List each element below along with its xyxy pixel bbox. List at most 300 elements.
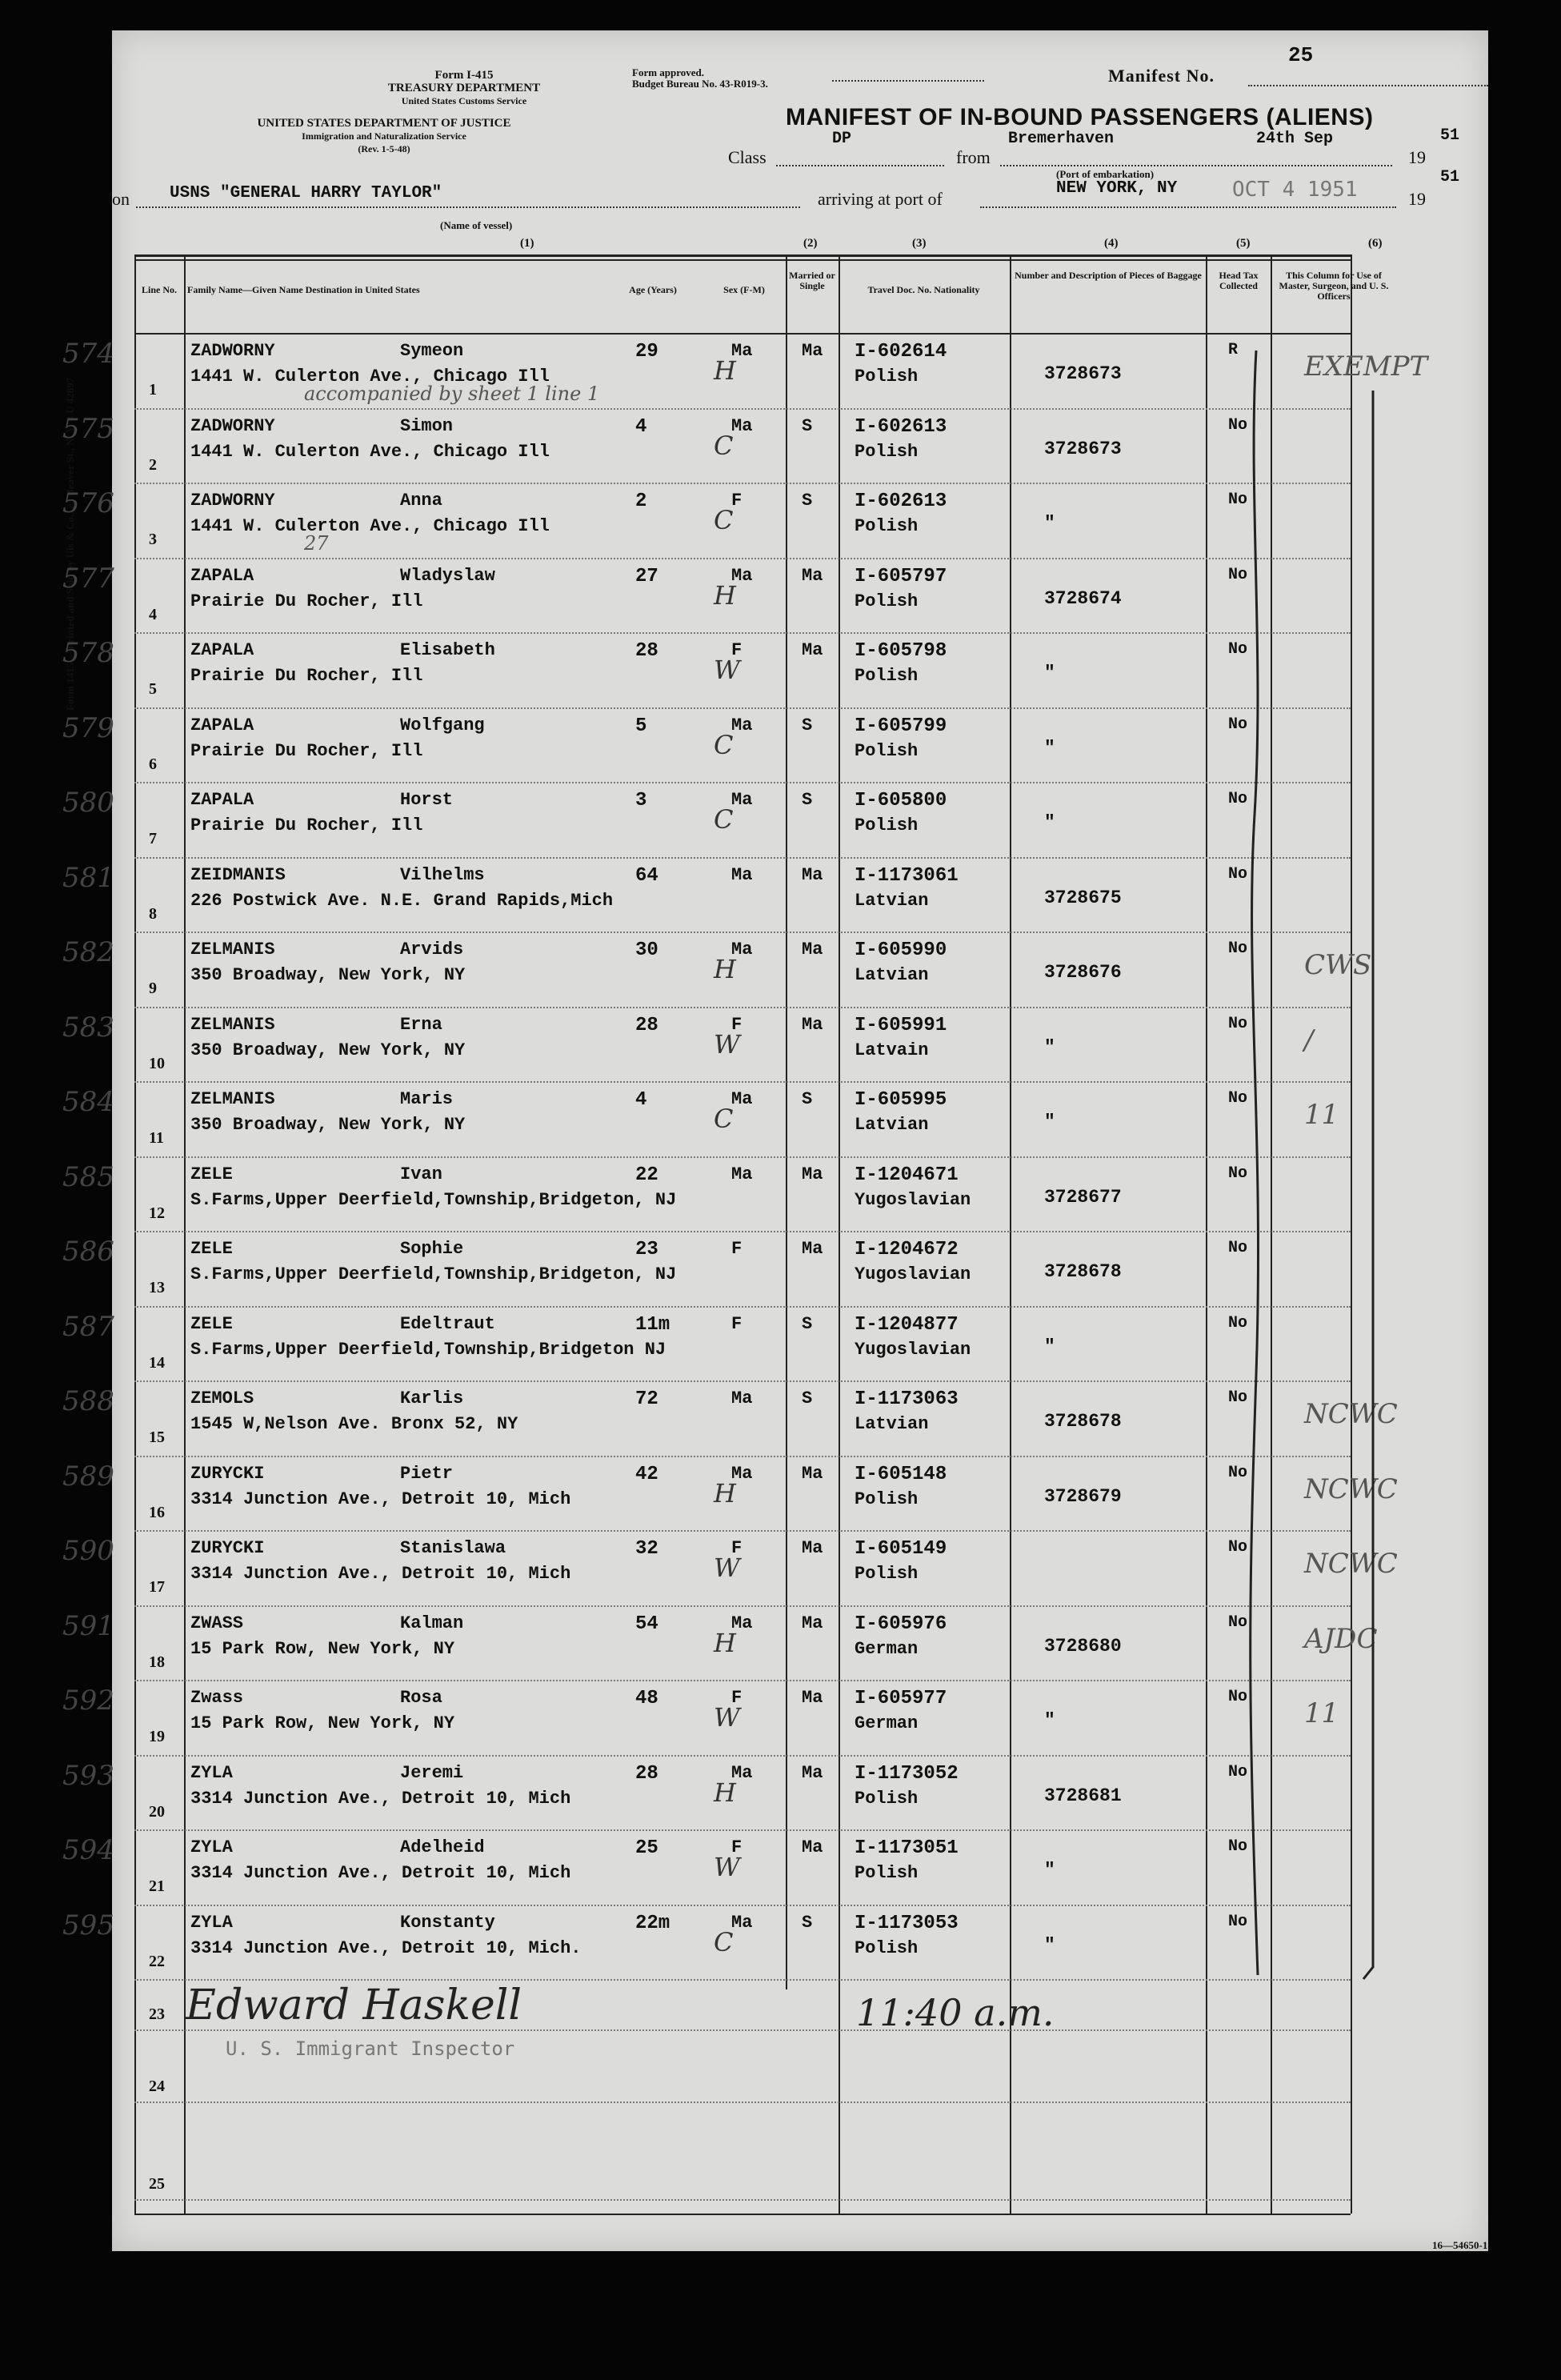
head-tax: No	[1228, 1014, 1248, 1033]
destination: 15 Park Row, New York, NY	[190, 1713, 455, 1733]
line-number: 13	[149, 1279, 165, 1296]
line-number: 16	[149, 1503, 165, 1521]
head-tax: No	[1228, 491, 1248, 509]
sex: F	[731, 1538, 742, 1558]
table-row	[134, 782, 1351, 783]
on-label: on	[112, 189, 130, 209]
sex: Ma	[731, 565, 753, 586]
travel-doc-no: I-1173053	[855, 1912, 959, 1934]
head-tax: No	[1228, 790, 1248, 808]
col-number-2: (2)	[803, 237, 818, 250]
destination: S.Farms,Upper Deerfield,Township,Bridgeton, NJ	[190, 1264, 677, 1284]
age: 42	[635, 1463, 658, 1485]
marital-status: S	[802, 1313, 813, 1334]
nationality: Polish	[855, 441, 919, 462]
baggage: 3728678	[1044, 1261, 1122, 1282]
baggage: "	[1044, 1336, 1055, 1357]
given-name: Ivan	[400, 1164, 442, 1184]
row-reference-number: 583	[62, 1011, 114, 1044]
surname: ZYLA	[190, 1837, 233, 1857]
travel-doc-no: I-605991	[855, 1014, 947, 1036]
table-row	[134, 1605, 1351, 1607]
line-number: 12	[149, 1204, 165, 1222]
justice-label: UNITED STATES DEPARTMENT OF JUSTICE	[257, 117, 511, 130]
sex: Ma	[731, 1164, 753, 1184]
row-reference-number: 582	[62, 936, 114, 968]
baggage: "	[1044, 1112, 1055, 1132]
marital-status: Ma	[802, 1762, 823, 1783]
line-number: 20	[149, 1802, 165, 1821]
sex: Ma	[731, 864, 753, 885]
family-mark: W	[714, 655, 740, 685]
baggage: 3728673	[1044, 363, 1122, 384]
row-reference-number: 576	[62, 487, 114, 519]
column-rule	[1010, 254, 1011, 2214]
side-printer-text: Form 1415 —Printed and Sold by Uis & Co., 23 Beaver St., N. Y. 4 U 42897	[64, 377, 76, 711]
line-number: 3	[149, 531, 157, 548]
row-reference-number: 577	[62, 562, 114, 595]
nationality: Latvian	[855, 1414, 929, 1434]
surname: ZADWORNY	[190, 341, 275, 361]
age: 11m	[635, 1313, 670, 1336]
age: 29	[635, 341, 658, 363]
family-mark: W	[714, 1702, 740, 1733]
surname: ZAPALA	[190, 565, 254, 586]
column-rule	[134, 254, 136, 2214]
age: 48	[635, 1688, 658, 1709]
age: 28	[635, 1014, 658, 1036]
row-reference-number: 585	[62, 1160, 114, 1193]
manifest-table	[112, 30, 1488, 2251]
given-name: Symeon	[400, 341, 464, 361]
age: 3	[635, 790, 647, 811]
handwritten-note: accompanied by sheet 1 line 1	[304, 383, 600, 405]
departure-date: 24th Sep	[1256, 130, 1334, 148]
header-travel-doc: Travel Doc. No. Nationality	[867, 284, 980, 295]
baggage: "	[1044, 1934, 1055, 1956]
table-header-rule	[134, 333, 1351, 335]
surname: ZELMANIS	[190, 1089, 275, 1109]
head-tax: No	[1228, 1762, 1248, 1781]
travel-doc-no: I-1173052	[855, 1762, 959, 1785]
line-number: 25	[149, 2175, 165, 2193]
family-mark: H	[714, 1627, 736, 1658]
travel-doc-no: I-1173061	[855, 864, 959, 887]
baggage: "	[1044, 1036, 1055, 1058]
remarks: NCWC	[1304, 1548, 1398, 1580]
family-mark: W	[714, 1852, 740, 1882]
table-top-rule	[134, 254, 1351, 257]
head-tax: No	[1228, 1837, 1248, 1856]
baggage: "	[1044, 663, 1055, 683]
row-reference-number: 578	[62, 637, 114, 669]
head-tax: No	[1228, 1912, 1248, 1931]
nationality: Polish	[855, 1489, 919, 1509]
row-reference-number: 592	[62, 1685, 114, 1717]
revision-label: (Rev. 1-5-48)	[358, 143, 410, 154]
vessel-name: USNS "GENERAL HARRY TAYLOR"	[170, 184, 442, 202]
baggage: "	[1044, 1710, 1055, 1731]
marital-status: Ma	[802, 940, 823, 960]
head-tax: No	[1228, 415, 1248, 435]
table-row	[134, 1755, 1351, 1757]
age: 23	[635, 1239, 658, 1260]
remarks: NCWC	[1304, 1398, 1398, 1430]
destination: S.Farms,Upper Deerfield,Township,Bridgeton NJ	[190, 1339, 666, 1360]
table-row	[134, 857, 1351, 859]
col-number-5: (5)	[1236, 237, 1251, 250]
manifest-no-label: Manifest No.	[1108, 66, 1215, 86]
destination: 350 Broadway, New York, NY	[190, 1115, 466, 1135]
form-number: Form I-415	[434, 69, 494, 82]
header-sex: Sex (F-M)	[723, 284, 765, 295]
surname: ZADWORNY	[190, 491, 275, 511]
nationality: Yugoslavian	[855, 1189, 971, 1210]
head-tax: No	[1228, 1538, 1248, 1557]
row-reference-number: 593	[62, 1759, 114, 1792]
from-label: from	[956, 147, 991, 167]
marital-status: S	[802, 1089, 813, 1109]
header-head-tax: Head Tax Collected	[1219, 270, 1259, 291]
surname: Zwass	[190, 1688, 244, 1708]
destination: Prairie Du Rocher, Ill	[190, 666, 423, 686]
col-number-3: (3)	[912, 237, 927, 250]
head-tax: No	[1228, 1388, 1248, 1407]
nationality: Latvian	[855, 1115, 929, 1135]
nationality: Polish	[855, 1937, 919, 1958]
given-name: Konstanty	[400, 1912, 495, 1933]
col-number-6: (6)	[1368, 237, 1383, 250]
arrival-date-stamp: OCT 4 1951	[1232, 178, 1358, 202]
remarks: 11	[1304, 1099, 1339, 1131]
given-name: Arvids	[400, 940, 464, 960]
line-number: 6	[149, 755, 157, 773]
sex: Ma	[731, 940, 753, 960]
line-number: 9	[149, 980, 157, 997]
baggage: "	[1044, 737, 1055, 759]
line-number: 11	[149, 1129, 164, 1147]
travel-doc-no: I-605799	[855, 715, 947, 737]
year-label-2: 19	[1408, 189, 1426, 209]
line-number: 18	[149, 1653, 165, 1671]
travel-doc-no: I-605990	[855, 940, 947, 961]
ins-label: Immigration and Naturalization Service	[302, 130, 466, 142]
line-number: 4	[149, 605, 157, 623]
row-reference-number: 590	[62, 1535, 114, 1567]
age: 25	[635, 1837, 658, 1859]
family-mark: H	[714, 579, 736, 611]
baggage: 3728679	[1044, 1485, 1122, 1507]
surname: ZELMANIS	[190, 940, 275, 960]
given-name: Adelheid	[400, 1837, 485, 1857]
age: 54	[635, 1613, 658, 1635]
family-mark: C	[714, 804, 734, 835]
table-row	[134, 2102, 1351, 2103]
travel-doc-no: I-605977	[855, 1688, 947, 1709]
class-value: DP	[832, 130, 852, 148]
year-value: 51	[1440, 126, 1460, 145]
destination: S.Farms,Upper Deerfield,Township,Bridgeton, NJ	[190, 1189, 677, 1210]
marital-status: Ma	[802, 341, 823, 361]
given-name: Kalman	[400, 1613, 464, 1633]
family-mark: C	[714, 729, 734, 760]
destination: Prairie Du Rocher, Ill	[190, 740, 423, 761]
marital-status: Ma	[802, 1014, 823, 1035]
table-row	[134, 1456, 1351, 1457]
head-tax: No	[1228, 1688, 1248, 1706]
table-row	[134, 1979, 1351, 1981]
remarks: EXEMPT	[1304, 351, 1428, 383]
surname: ZELMANIS	[190, 1014, 275, 1035]
age: 30	[635, 940, 658, 961]
nationality: Polish	[855, 367, 919, 387]
head-tax: No	[1228, 1313, 1248, 1332]
sex: Ma	[731, 1089, 753, 1109]
table-row	[134, 707, 1351, 709]
header-baggage: Number and Description of Pieces of Baggage	[1015, 270, 1202, 281]
row-reference-number: 589	[62, 1460, 114, 1493]
remarks-bracket-line	[1360, 391, 1384, 1983]
baggage: "	[1044, 812, 1055, 833]
travel-doc-no: I-605797	[855, 565, 947, 587]
given-name: Pietr	[400, 1463, 454, 1484]
page-number: 25	[1288, 43, 1314, 67]
destination: 3314 Junction Ave., Detroit 10, Mich	[190, 1564, 571, 1584]
travel-doc-no: I-605995	[855, 1089, 947, 1111]
marital-status: S	[802, 715, 813, 735]
nationality: Latvian	[855, 890, 929, 911]
surname: ZELE	[190, 1239, 233, 1259]
surname: ZWASS	[190, 1613, 244, 1633]
header-married: Married or Single	[789, 270, 835, 291]
given-name: Vilhelms	[400, 864, 485, 885]
col-number-1: (1)	[520, 237, 534, 250]
table-row	[134, 1829, 1351, 1831]
marital-status: S	[802, 1388, 813, 1408]
baggage: 3728676	[1044, 962, 1122, 983]
surname: ZAPALA	[190, 790, 254, 810]
surname: ZYLA	[190, 1762, 233, 1783]
sex: Ma	[731, 415, 753, 436]
row-reference-number: 574	[62, 338, 114, 370]
line-number: 15	[149, 1428, 165, 1446]
destination: 1441 W. Culerton Ave., Chicago Ill	[190, 441, 550, 462]
table-row	[134, 1306, 1351, 1308]
row-reference-number: 591	[62, 1609, 114, 1642]
header-remarks: This Column for Use of Master, Surgeon, and U. S. Officers	[1279, 270, 1389, 302]
family-mark: C	[714, 1104, 734, 1134]
head-tax: No	[1228, 1089, 1248, 1108]
row-reference-number: 595	[62, 1909, 114, 1941]
form-approved: Form approved.	[632, 66, 705, 78]
sex: F	[731, 1239, 742, 1259]
travel-doc-no: I-602613	[855, 491, 947, 512]
surname: ZAPALA	[190, 640, 254, 660]
nationality: Yugoslavian	[855, 1339, 971, 1360]
line-number: 8	[149, 904, 157, 923]
travel-doc-no: I-602614	[855, 341, 947, 363]
travel-doc-no: I-1204671	[855, 1164, 959, 1186]
table-row	[134, 1007, 1351, 1008]
nationality: German	[855, 1713, 919, 1733]
given-name: Horst	[400, 790, 454, 810]
row-reference-number: 588	[62, 1385, 114, 1417]
destination: 3314 Junction Ave., Detroit 10, Mich	[190, 1863, 571, 1883]
sex: Ma	[731, 1388, 753, 1408]
remarks: /	[1304, 1024, 1314, 1056]
destination: 1545 W,Nelson Ave. Bronx 52, NY	[190, 1414, 518, 1434]
baggage: 3728678	[1044, 1411, 1122, 1432]
marital-status: Ma	[802, 1164, 823, 1184]
customs-label: United States Customs Service	[401, 95, 527, 106]
age: 32	[635, 1538, 658, 1560]
given-name: Sophie	[400, 1239, 464, 1259]
nationality: Polish	[855, 815, 919, 835]
column-rule	[184, 254, 186, 2214]
sex: F	[731, 1837, 742, 1857]
row-reference-number: 579	[62, 711, 114, 744]
from-port: Bremerhaven	[1008, 130, 1115, 148]
baggage: 3728675	[1044, 887, 1122, 908]
baggage: "	[1044, 513, 1055, 534]
table-row	[134, 558, 1351, 559]
nationality: Polish	[855, 666, 919, 686]
age: 22	[635, 1164, 658, 1186]
sex: Ma	[731, 1613, 753, 1633]
arrival-port: NEW YORK, NY	[1056, 179, 1178, 198]
sex: F	[731, 491, 742, 511]
sex: F	[731, 1313, 742, 1334]
family-mark: H	[714, 1777, 736, 1808]
line-number: 5	[149, 680, 157, 698]
family-mark: W	[714, 1553, 740, 1583]
table-row	[134, 2029, 1351, 2031]
year-value-2: 51	[1440, 168, 1460, 186]
surname: ZADWORNY	[190, 415, 275, 436]
line-number: 24	[149, 2077, 165, 2095]
age: 27	[635, 565, 658, 587]
remarks: 11	[1304, 1697, 1339, 1729]
head-tax: No	[1228, 864, 1248, 883]
surname: ZAPALA	[190, 715, 254, 735]
nationality: Polish	[855, 1863, 919, 1883]
age: 2	[635, 491, 647, 512]
destination: 350 Broadway, New York, NY	[190, 965, 466, 985]
travel-doc-no: I-1204877	[855, 1313, 959, 1336]
destination: 1441 W. Culerton Ave., Chicago Ill	[190, 367, 550, 387]
row-reference-number: 586	[62, 1236, 114, 1268]
line-number: 22	[149, 1952, 165, 1970]
baggage: 3728681	[1044, 1785, 1122, 1806]
given-name: Stanislawa	[400, 1538, 506, 1558]
column-rule	[786, 254, 787, 1989]
given-name: Karlis	[400, 1388, 464, 1408]
head-tax: No	[1228, 565, 1248, 584]
year-label: 19	[1408, 147, 1426, 167]
travel-doc-no: I-605800	[855, 790, 947, 811]
table-row	[134, 483, 1351, 484]
sex: Ma	[731, 341, 753, 361]
given-name: Jeremi	[400, 1762, 464, 1783]
table-row	[134, 932, 1351, 933]
surname: ZURYCKI	[190, 1538, 265, 1558]
nationality: Yugoslavian	[855, 1264, 971, 1284]
travel-doc-no: I-605976	[855, 1613, 947, 1635]
age: 64	[635, 864, 658, 887]
surname: ZYLA	[190, 1912, 233, 1933]
line-number: 10	[149, 1054, 165, 1072]
row-reference-number: 581	[62, 861, 114, 894]
age: 4	[635, 415, 647, 438]
column-rule	[1351, 254, 1352, 2214]
head-tax: No	[1228, 940, 1248, 958]
given-name: Wladyslaw	[400, 565, 495, 586]
head-tax: No	[1228, 715, 1248, 734]
marital-status: Ma	[802, 1688, 823, 1708]
age: 72	[635, 1388, 658, 1410]
head-tax: No	[1228, 1613, 1248, 1632]
travel-doc-no: I-1204672	[855, 1239, 959, 1260]
age: 4	[635, 1089, 647, 1111]
header-line-no: Line No.	[141, 284, 177, 295]
handwritten-note: 27	[304, 532, 329, 555]
marital-status: Ma	[802, 565, 823, 586]
header-name: Family Name—Given Name Destination in United States	[187, 284, 420, 295]
head-tax: No	[1228, 1164, 1248, 1183]
marital-status: Ma	[802, 1463, 823, 1484]
line-number: 2	[149, 455, 157, 474]
surname: ZELE	[190, 1313, 233, 1334]
baggage: 3728680	[1044, 1635, 1122, 1657]
surname: ZEIDMANIS	[190, 864, 286, 885]
given-name: Erna	[400, 1014, 442, 1035]
row-reference-number: 594	[62, 1834, 114, 1866]
line-number: 14	[149, 1353, 165, 1372]
given-name: Anna	[400, 491, 442, 511]
destination: Prairie Du Rocher, Ill	[190, 815, 423, 835]
baggage: 3728677	[1044, 1186, 1122, 1208]
travel-doc-no: I-1173051	[855, 1837, 959, 1859]
remarks: AJDC	[1304, 1622, 1378, 1655]
given-name: Elisabeth	[400, 640, 495, 660]
age: 22m	[635, 1912, 670, 1934]
budget-bureau: Budget Bureau No. 43-R019-3.	[632, 78, 768, 90]
nationality: Latvian	[855, 965, 929, 985]
sex: F	[731, 1688, 742, 1708]
surname: ZURYCKI	[190, 1463, 265, 1484]
nationality: Polish	[855, 1788, 919, 1809]
travel-doc-no: I-602613	[855, 415, 947, 438]
given-name: Rosa	[400, 1688, 442, 1708]
destination: 3314 Junction Ave., Detroit 10, Mich.	[190, 1937, 582, 1958]
column-rule	[839, 254, 840, 2214]
port-embarkation-caption: (Port of embarkation)	[1056, 168, 1155, 180]
destination: 226 Postwick Ave. N.E. Grand Rapids,Mich	[190, 890, 614, 911]
given-name: Maris	[400, 1089, 454, 1109]
inspector-signature: Edward Haskell	[186, 1981, 522, 2029]
baggage: 3728674	[1044, 587, 1122, 609]
table-row	[134, 1905, 1351, 1906]
head-tax-wavy-line	[1232, 335, 1280, 1999]
age: 28	[635, 1762, 658, 1785]
marital-status: S	[802, 790, 813, 810]
given-name: Edeltraut	[400, 1313, 495, 1334]
table-top-rule	[134, 259, 1351, 261]
table-row	[134, 1081, 1351, 1083]
remarks: NCWC	[1304, 1472, 1398, 1505]
sex: F	[731, 1014, 742, 1035]
surname: ZEMOLS	[190, 1388, 254, 1408]
